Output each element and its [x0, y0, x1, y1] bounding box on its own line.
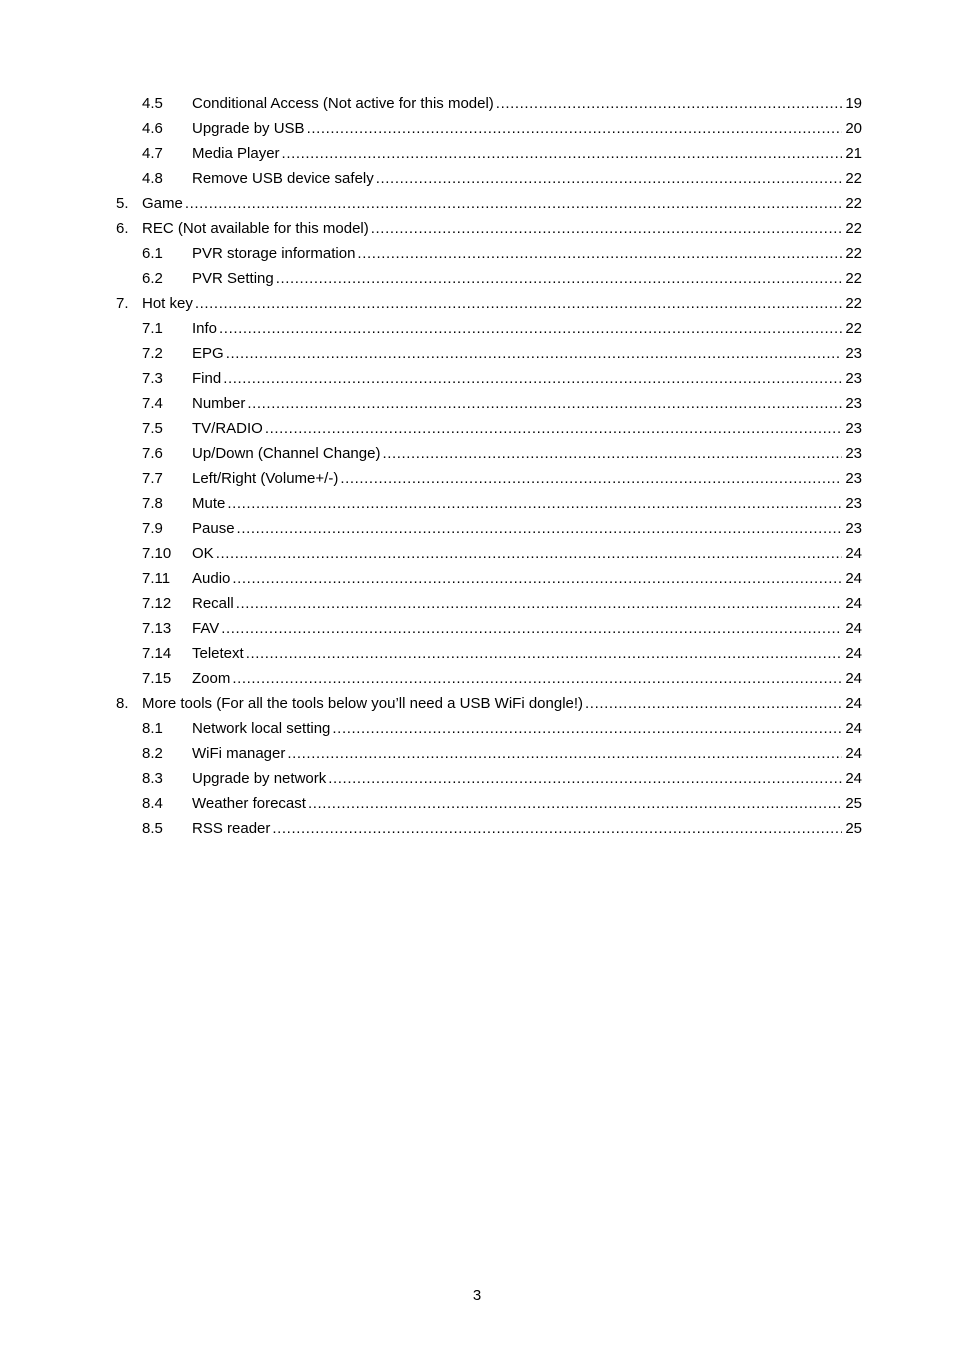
- toc-entry-body: [192, 466, 862, 491]
- toc-entry[interactable]: [0, 641, 954, 666]
- toc-entry-page: 22: [845, 170, 862, 187]
- dot-leader: [216, 541, 843, 566]
- toc-entry-number: 6.: [116, 220, 129, 237]
- toc-entry-title: Network local setting: [192, 720, 331, 737]
- dot-leader: [232, 666, 842, 691]
- toc-entry-title: TV/RADIO: [192, 420, 263, 437]
- toc-entry-number: 4.6: [142, 120, 163, 137]
- toc-entry-body: [192, 316, 862, 341]
- toc-entry-title: Find: [192, 370, 222, 387]
- toc-entry-number: 7.14: [142, 645, 172, 662]
- toc-entry-body: [192, 516, 862, 541]
- toc-entry-page: 24: [845, 620, 862, 637]
- toc-entry-body: [192, 366, 862, 391]
- dot-leader: [247, 391, 842, 416]
- toc-entry-body: [192, 716, 862, 741]
- toc-entry-number: 6.1: [142, 245, 163, 262]
- toc-entry[interactable]: [0, 416, 954, 441]
- toc-entry[interactable]: [0, 466, 954, 491]
- toc-entry-page: 23: [845, 420, 862, 437]
- toc-entry-number: 8.: [116, 695, 129, 712]
- toc-entry-page: 22: [845, 320, 862, 337]
- toc-entry-page: 24: [845, 720, 862, 737]
- toc-entry[interactable]: [0, 116, 954, 141]
- toc-entry-number: 7.11: [142, 570, 171, 587]
- dot-leader: [332, 716, 842, 741]
- toc-entry[interactable]: [0, 316, 954, 341]
- toc-entry[interactable]: [0, 141, 954, 166]
- dot-leader: [328, 766, 842, 791]
- toc-entry-page: 23: [845, 395, 862, 412]
- toc-entry-body: [192, 116, 862, 141]
- toc-entry-page: 24: [845, 545, 862, 562]
- toc-entry-page: 23: [845, 345, 862, 362]
- toc-entry-title: More tools (For all the tools below you’ll need a USB WiFi dongle!): [142, 695, 584, 712]
- toc-entry-page: 22: [845, 195, 862, 212]
- toc-entry[interactable]: [0, 266, 954, 291]
- toc-entry-title: Upgrade by network: [192, 770, 327, 787]
- toc-entry-body: [192, 616, 862, 641]
- dot-leader: [223, 366, 842, 391]
- toc-entry-page: 25: [845, 820, 862, 837]
- toc-entry-page: 24: [845, 645, 862, 662]
- toc-entry-title: Audio: [192, 570, 231, 587]
- toc-entry-title: Up/Down (Channel Change): [192, 445, 381, 462]
- toc-entry-number: 7.6: [142, 445, 163, 462]
- dot-leader: [287, 741, 842, 766]
- dot-leader: [276, 266, 843, 291]
- dot-leader: [357, 241, 842, 266]
- toc-entry-title: Pause: [192, 520, 235, 537]
- toc-entry-title: Teletext: [192, 645, 244, 662]
- toc-entry-page: 24: [845, 745, 862, 762]
- toc-entry[interactable]: [0, 166, 954, 191]
- toc-entry-number: 7.8: [142, 495, 163, 512]
- toc-entry[interactable]: [0, 391, 954, 416]
- toc-entry-page: 23: [845, 370, 862, 387]
- toc-entry-body: [192, 166, 862, 191]
- toc-entry-body: [192, 491, 862, 516]
- toc-entry-number: 7.2: [142, 345, 163, 362]
- toc-entry[interactable]: [0, 691, 954, 716]
- toc-entry-page: 24: [845, 595, 862, 612]
- toc-entry-number: 7.13: [142, 620, 172, 637]
- toc-entry-number: 7.4: [142, 395, 163, 412]
- toc-entry-title: Left/Right (Volume+/-): [192, 470, 339, 487]
- dot-leader: [236, 591, 843, 616]
- toc-entry[interactable]: [0, 541, 954, 566]
- toc-entry-title: FAV: [192, 620, 220, 637]
- toc-entry-number: 7.10: [142, 545, 172, 562]
- toc-entry-title: WiFi manager: [192, 745, 286, 762]
- toc-entry-number: 4.5: [142, 95, 163, 112]
- dot-leader: [232, 566, 842, 591]
- toc-entry-page: 23: [845, 445, 862, 462]
- toc-entry-body: [142, 216, 862, 241]
- toc-entry-number: 7.3: [142, 370, 163, 387]
- dot-leader: [371, 216, 843, 241]
- toc-entry-page: 23: [845, 495, 862, 512]
- dot-leader: [376, 166, 843, 191]
- toc-entry-body: [192, 566, 862, 591]
- toc-entry-title: REC (Not available for this model): [142, 220, 369, 237]
- toc-entry-title: EPG: [192, 345, 224, 362]
- toc-entry-title: Recall: [192, 595, 234, 612]
- toc-entry-body: [192, 791, 862, 816]
- toc-entry-number: 7.9: [142, 520, 163, 537]
- toc-entry[interactable]: [0, 516, 954, 541]
- toc-entry-title: Media Player: [192, 145, 280, 162]
- toc-entry-number: 4.8: [142, 170, 163, 187]
- toc-entry-title: Mute: [192, 495, 226, 512]
- toc-entry-title: PVR storage information: [192, 245, 356, 262]
- toc-entry-body: [192, 141, 862, 166]
- toc-entry[interactable]: [0, 616, 954, 641]
- toc-entry-body: [142, 691, 862, 716]
- toc-entry-number: 6.2: [142, 270, 163, 287]
- page-number: 3: [472, 1287, 482, 1304]
- dot-leader: [307, 116, 843, 141]
- toc-entry-title: Remove USB device safely: [192, 170, 374, 187]
- toc-entry-number: 7.1: [142, 320, 163, 337]
- toc-entry-number: 8.2: [142, 745, 163, 762]
- toc-entry-page: 22: [845, 245, 862, 262]
- toc-entry-number: 8.5: [142, 820, 163, 837]
- toc-entry-page: 24: [845, 695, 862, 712]
- toc-entry[interactable]: [0, 491, 954, 516]
- toc-entry-number: 7.: [116, 295, 129, 312]
- dot-leader: [221, 616, 842, 641]
- toc-entry-title: Weather forecast: [192, 795, 306, 812]
- toc-entry-number: 7.12: [142, 595, 172, 612]
- toc-entry-title: Number: [192, 395, 246, 412]
- dot-leader: [382, 441, 842, 466]
- toc-entry-body: [192, 91, 862, 116]
- toc-entry-number: 7.15: [142, 670, 172, 687]
- dot-leader: [272, 816, 842, 841]
- toc-entry-body: [192, 641, 862, 666]
- toc-entry-title: PVR Setting: [192, 270, 274, 287]
- toc-entry[interactable]: [0, 341, 954, 366]
- toc-entry[interactable]: [0, 766, 954, 791]
- toc-entry-number: 7.5: [142, 420, 163, 437]
- toc-entry[interactable]: [0, 741, 954, 766]
- toc-entry[interactable]: [0, 716, 954, 741]
- toc-entry-title: Hot key: [142, 295, 193, 312]
- toc-entry-number: 8.4: [142, 795, 163, 812]
- dot-leader: [219, 316, 842, 341]
- toc-entry-page: 21: [845, 145, 862, 162]
- toc-entry-title: Game: [142, 195, 183, 212]
- toc-entry-body: [192, 391, 862, 416]
- toc-entry[interactable]: [0, 291, 954, 316]
- toc-entry-number: 7.7: [142, 470, 163, 487]
- toc-entry-page: 24: [845, 670, 862, 687]
- toc-entry-body: [192, 816, 862, 841]
- toc-entry-number: 8.3: [142, 770, 163, 787]
- toc-entry-body: [192, 741, 862, 766]
- dot-leader: [226, 341, 843, 366]
- toc-entry[interactable]: [0, 441, 954, 466]
- dot-leader: [282, 141, 843, 166]
- toc-entry[interactable]: [0, 566, 954, 591]
- toc-entry-page: 23: [845, 470, 862, 487]
- toc-entry-body: [192, 266, 862, 291]
- toc-entry-body: [192, 441, 862, 466]
- toc-entry-title: Upgrade by USB: [192, 120, 305, 137]
- toc-entry-page: 22: [845, 295, 862, 312]
- toc-entry-number: 8.1: [142, 720, 163, 737]
- toc-entry-title: Zoom: [192, 670, 231, 687]
- dot-leader: [227, 491, 842, 516]
- dot-leader: [185, 191, 842, 216]
- dot-leader: [237, 516, 843, 541]
- toc-entry-page: 24: [845, 570, 862, 587]
- toc-entry[interactable]: [0, 816, 954, 841]
- toc-entry[interactable]: [0, 666, 954, 691]
- dot-leader: [496, 91, 843, 116]
- toc-entry-body: [142, 191, 862, 216]
- toc-entry-body: [192, 341, 862, 366]
- toc-entry-page: 24: [845, 770, 862, 787]
- toc-entry[interactable]: [0, 91, 954, 116]
- toc-entry-page: 20: [845, 120, 862, 137]
- toc-entry-title: Info: [192, 320, 218, 337]
- dot-leader: [585, 691, 842, 716]
- toc-entry-body: [192, 416, 862, 441]
- table-of-contents: [0, 91, 954, 841]
- toc-entry-number: 5.: [116, 195, 129, 212]
- toc-entry-page: 22: [845, 220, 862, 237]
- toc-entry[interactable]: [0, 366, 954, 391]
- dot-leader: [246, 641, 843, 666]
- dot-leader: [308, 791, 842, 816]
- toc-entry[interactable]: [0, 191, 954, 216]
- toc-entry[interactable]: [0, 791, 954, 816]
- toc-entry-title: OK: [192, 545, 214, 562]
- toc-entry-body: [192, 541, 862, 566]
- toc-entry-body: [142, 291, 862, 316]
- toc-entry-body: [192, 666, 862, 691]
- dot-leader: [340, 466, 842, 491]
- toc-entry-title: Conditional Access (Not active for this model): [192, 95, 494, 112]
- toc-entry-page: 25: [845, 795, 862, 812]
- toc-entry-page: 23: [845, 520, 862, 537]
- dot-leader: [195, 291, 842, 316]
- toc-entry-number: 4.7: [142, 145, 163, 162]
- toc-entry-title: RSS reader: [192, 820, 271, 837]
- dot-leader: [265, 416, 842, 441]
- toc-entry-page: 19: [845, 95, 862, 112]
- toc-entry[interactable]: [0, 241, 954, 266]
- toc-entry-body: [192, 591, 862, 616]
- toc-entry-body: [192, 766, 862, 791]
- toc-entry[interactable]: [0, 591, 954, 616]
- toc-entry-page: 22: [845, 270, 862, 287]
- toc-entry-body: [192, 241, 862, 266]
- toc-entry[interactable]: [0, 216, 954, 241]
